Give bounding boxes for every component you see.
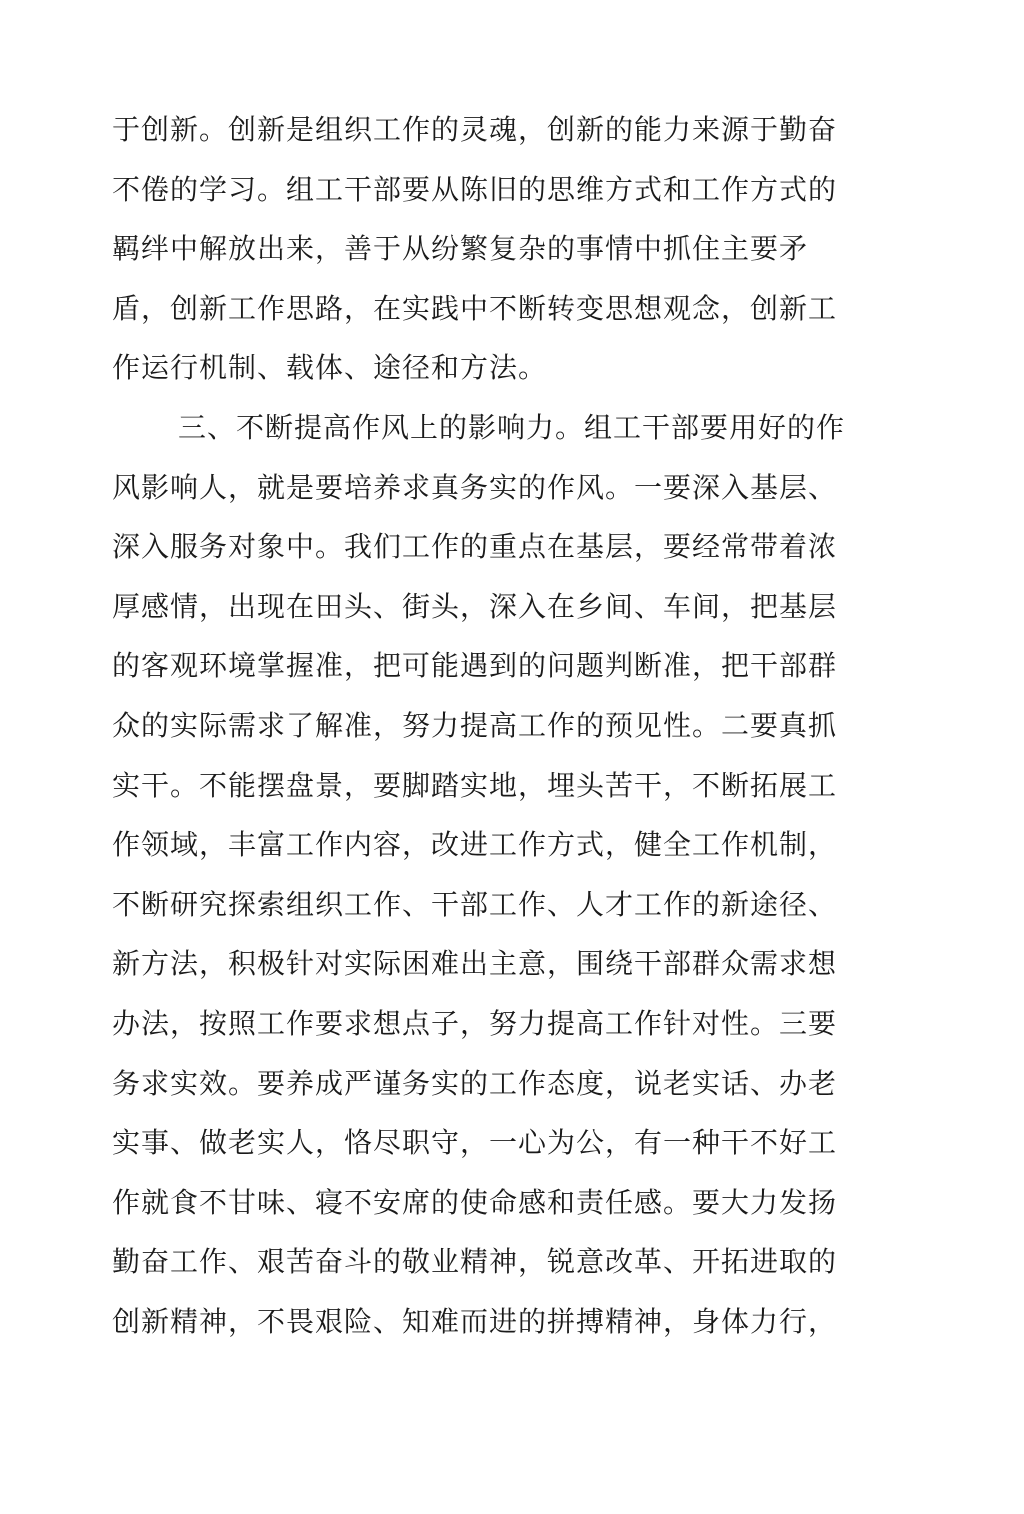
text-line-14: 不断研究探索组织工作、干部工作、人才工作的新途径、 bbox=[112, 887, 838, 921]
text-line-7: 风影响人，就是要培养求真务实的作风。一要深入基层、 bbox=[112, 470, 838, 504]
body-text bbox=[112, 100, 852, 1351]
text-line-17: 务求实效。要养成严谨务实的工作态度，说老实话、办老 bbox=[112, 1066, 838, 1100]
text-line-19: 作就食不甘味、寝不安席的使命感和责任感。要大力发扬 bbox=[112, 1185, 838, 1219]
text-line-9: 厚感情，出现在田头、街头，深入在乡间、车间，把基层 bbox=[112, 589, 838, 623]
text-line-2: 不倦的学习。组工干部要从陈旧的思维方式和工作方式的 bbox=[112, 172, 838, 206]
text-line-8: 深入服务对象中。我们工作的重点在基层，要经常带着浓 bbox=[112, 530, 838, 564]
text-line-11: 众的实际需求了解准，努力提高工作的预见性。二要真抓 bbox=[112, 708, 838, 742]
section-three-first-line: 三、不断提高作风上的影响力。组工干部要用好的作 bbox=[178, 410, 846, 444]
text-line-13: 作领域，丰富工作内容，改进工作方式，健全工作机制， bbox=[112, 828, 838, 862]
text-line-15: 新方法，积极针对实际困难出主意，围绕干部群众需求想 bbox=[112, 947, 838, 981]
text-line-1: 于创新。创新是组织工作的灵魂，创新的能力来源于勤奋 bbox=[112, 113, 838, 146]
text-line-3: 羁绊中解放出来，善于从纷繁复杂的事情中抓住主要矛 bbox=[112, 232, 809, 266]
text-line-18: 实事、做老实人，恪尽职守，一心为公，有一种干不好工 bbox=[112, 1126, 838, 1160]
text-line-10: 的客观环境掌握准，把可能遇到的问题判断准，把干部群 bbox=[112, 649, 838, 683]
text-line-21: 创新精神，不畏艰险、知难而进的拼搏精神，身体力行， bbox=[112, 1304, 838, 1338]
text-line-16: 办法，按照工作要求想点子，努力提高工作针对性。三要 bbox=[112, 1006, 838, 1040]
text-line-12: 实干。不能摆盘景，要脚踏实地，埋头苦干，不断拓展工 bbox=[112, 768, 838, 802]
text-line-4: 盾，创新工作思路，在实践中不断转变思想观念，创新工 bbox=[112, 291, 838, 325]
text-line-20: 勤奋工作、艰苦奋斗的敬业精神，锐意改革、开拓进取的 bbox=[112, 1245, 838, 1279]
text-line-5: 作运行机制、载体、途径和方法。 bbox=[112, 351, 548, 385]
